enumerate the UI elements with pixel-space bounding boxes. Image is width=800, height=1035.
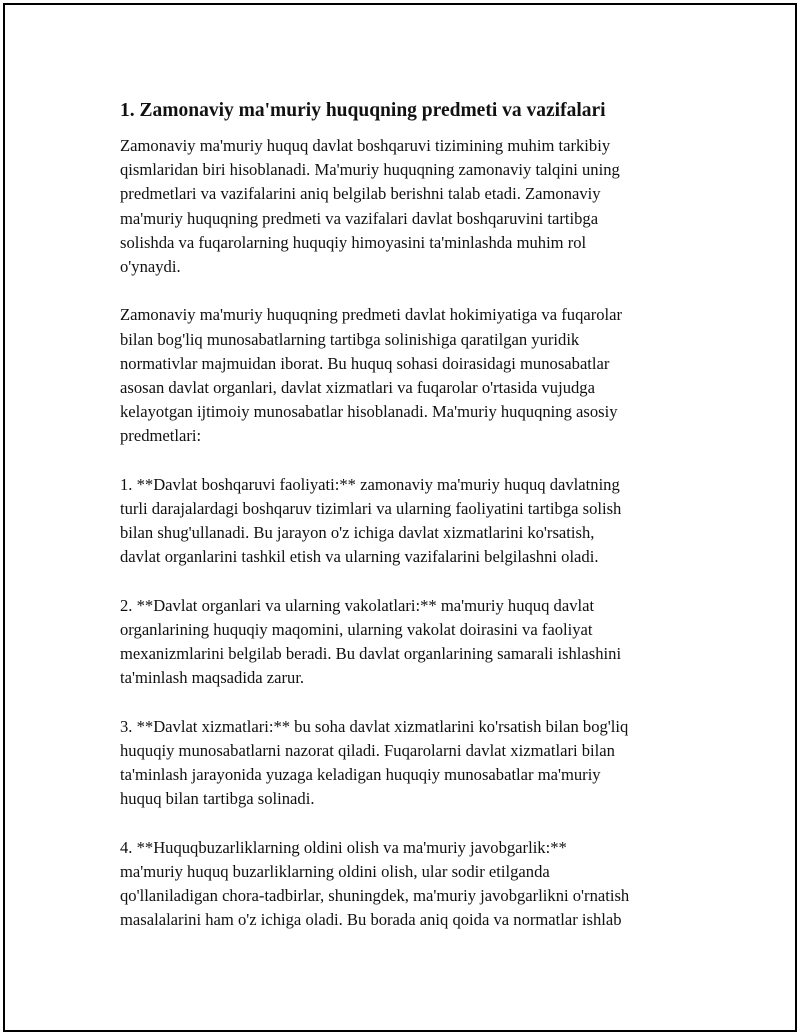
list-item-offense-prevention: 4. **Huquqbuzarliklarning oldini olish va ma'muriy javobgarlik:** ma'muriy huquq buzarliklarning oldini olish, ular sodir etilganda qo'llaniladigan chora-tadbirlar, shuningdek, ma'muriy javobgarlikni o'rnatish masalalarini ham o'z ichiga oladi. Bu borada aniq qoida va normatlar ishlab xyxy=(120,837,630,930)
page-frame xyxy=(3,3,797,1032)
paragraph-subject: Zamonaviy ma'muriy huquqning predmeti davlat hokimiyatiga va fuqarolar bilan bog'liq munosabatlarning tartibga solinishiga qaratilgan yuridik normativlar majmuidan iborat. Bu huquq sohasi doirasidagi munosabatlar asosan davlat organlari, davlat xizmatlari va fuqarolar o'rtasida vujudga kelayotgan ijtimoiy munosabatlar hisoblanadi. Ma'muriy huquqning asosiy predmetlari: xyxy=(120,305,623,446)
document-heading: 1. Zamonaviy ma'muriy huquqning predmeti va vazifalari xyxy=(120,100,606,121)
list-item-state-bodies: 2. **Davlat organlari va ularning vakolatlari:** ma'muriy huquq davlat organlarining huquqiy maqomini, ularning vakolat doirasini va faoliyat mexanizmlarini belgilab beradi. Bu davlat organlarining samarali ishlashini ta'minlash maqsadida zarur. xyxy=(120,595,622,688)
document-body xyxy=(120,97,700,957)
list-item-state-administration: 1. **Davlat boshqaruvi faoliyati:** zamonaviy ma'muriy huquq davlatning turli darajalardagi boshqaruv tizimlari va ularning faoliyatini tartibga solish bilan shug'ullanadi. Bu jarayon o'z ichiga davlat xizmatlarini ko'rsatish, davlat organlarini tashkil etish va ularning vazifalarini belgilashni oladi. xyxy=(120,474,622,567)
list-item-state-services: 3. **Davlat xizmatlari:** bu soha davlat xizmatlarini ko'rsatish bilan bog'liq huquqiy munosabatlarni nazorat qiladi. Fuqarolarni davlat xizmatlari bilan ta'minlash jarayonida yuzaga keladigan huquqiy munosabatlar ma'muriy huquq bilan tartibga solinadi. xyxy=(120,716,629,809)
paragraph-intro: Zamonaviy ma'muriy huquq davlat boshqaruvi tizimining muhim tarkibiy qismlaridan biri hisoblanadi. Ma'muriy huquqning zamonaviy talqini uning predmetlari va vazifalarini aniq belgilab berishni talab etadi. Zamonaviy ma'muriy huquqning predmeti va vazifalari davlat boshqaruvini tartibga solishda va fuqarolarning huquqiy himoyasini ta'minlashda muhim rol o'ynaydi. xyxy=(120,136,620,277)
